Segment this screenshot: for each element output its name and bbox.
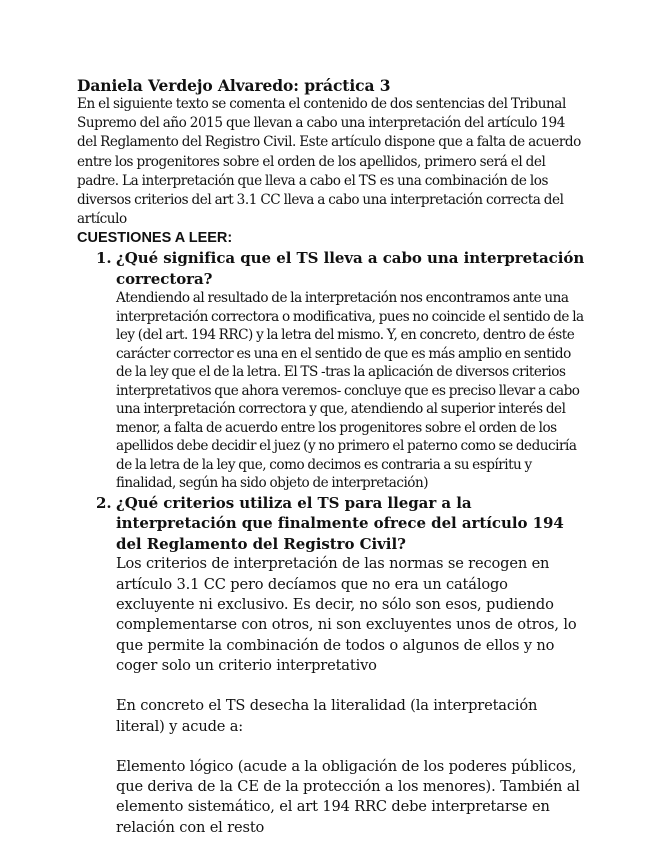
section-heading: CUESTIONES A LEER:: [77, 230, 233, 247]
answer-paragraph: En concreto el TS desecha la literalidad (la interpretación literal) y acude a:: [116, 697, 538, 735]
question-number: 2.: [96, 493, 112, 512]
answer-paragraph: Elemento lógico (acude a la obligación de los poderes públicos, que deriva de la CE de la protección a los menores). También al elemento sistemático, el art 194 RRC debe interpretarse en relación con el resto: [116, 757, 580, 836]
question-number: 1.: [96, 249, 112, 268]
paragraph-gap: [116, 737, 587, 757]
questions-list: [77, 248, 587, 838]
question-item: [77, 248, 587, 493]
answer-paragraph: Los criterios de interpretación de las normas se recogen en artículo 3.1 CC pero decíamos que no era un catálogo excluyente ni exclusivo. Es decir, no sólo son esos, pudiendo complementarse con otros, ni son excluyentes unos de otros, lo que permite la combinación de todos o algunos de ellos y no coger solo un criterio interpretativo: [116, 555, 577, 674]
paragraph-gap: [116, 676, 587, 696]
answer-paragraph: Atendiendo al resultado de la interpretación nos encontramos ante una interpretación correctora o modificativa, pues no coincide el sentido de la ley (del art. 194 RRC) y la letra del mismo. Y, en concreto, dentro de éste carácter corrector es una en el sentido de que es más amplio en sentido de la ley que el de la letra. El TS -tras la aplicación de diversos criterios interpretativos que ahora veremos- concluye que es preciso llevar a cabo una interpretación correctora y que, atendiendo al superior interés del menor, a falta de acuerdo entre los progenitores sobre el orden de los apellidos debe decidir el juez (y no primero el paterno como se deduciría de la letra de la ley que, como decimos es contraria a su espíritu y finalidad, según ha sido objeto de interpretación): [116, 290, 584, 492]
intro-paragraph: En el siguiente texto se comenta el contenido de dos sentencias del Tribunal Supremo del año 2015 que llevan a cabo una interpretación del artículo 194 del Reglamento del Registro Civil. Este artículo dispone que a falta de acuerdo entre los progenitores sobre el orden de los apellidos, primero será el del padre. La interpretación que lleva a cabo el TS es una combinación de los diversos criterios del art 3.1 CC lleva a cabo una interpretación correcta del artículo: [77, 96, 581, 228]
question-text: ¿Qué criterios utiliza el TS para llegar a la interpretación que finalmente ofrece del artículo 194 del Reglamento del Registro Civil?: [116, 493, 564, 553]
question-item: [77, 493, 587, 838]
document-page: [77, 76, 587, 838]
document-title: Daniela Verdejo Alvaredo: práctica 3: [77, 76, 391, 95]
question-text: ¿Qué significa que el TS lleva a cabo una interpretación correctora?: [116, 249, 585, 288]
